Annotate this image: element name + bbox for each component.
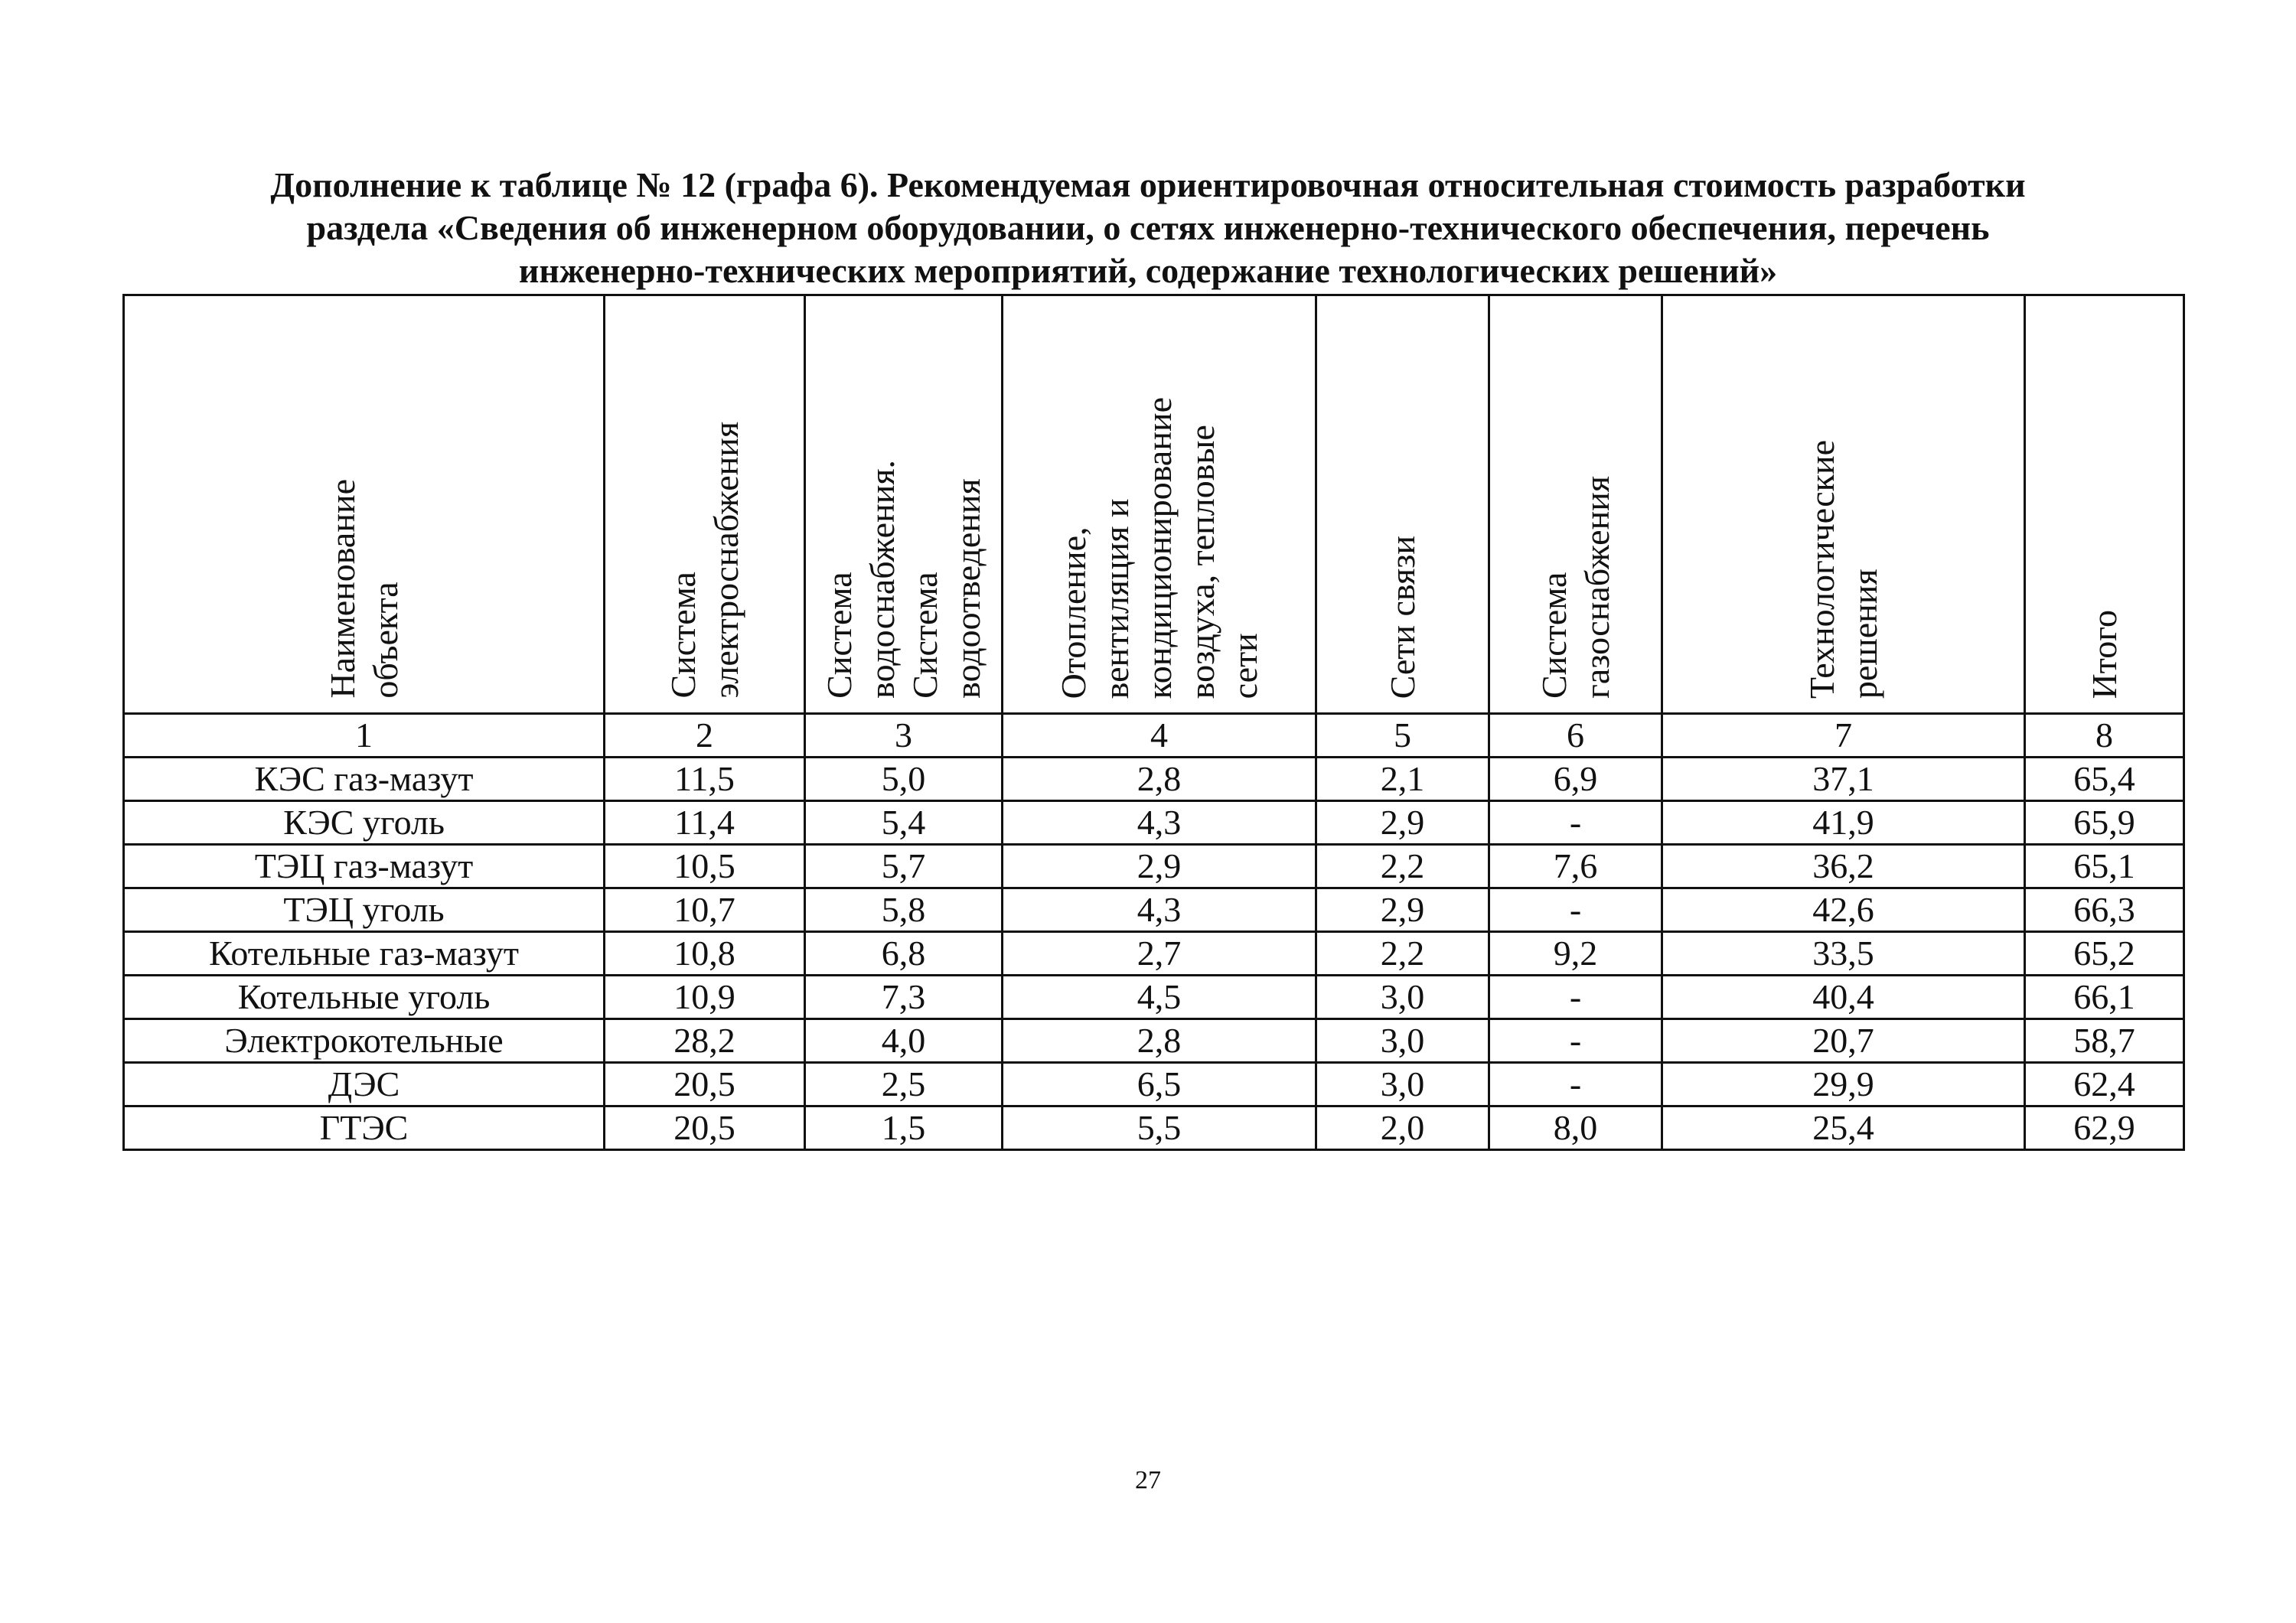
title-line-2: раздела «Сведения об инженерном оборудовании, о сетях инженерно-технического обеспечения, перечень: [306, 208, 1990, 247]
cell-value: 10,7: [605, 888, 805, 932]
cell-value: 4,5: [1003, 976, 1316, 1019]
cell-value: 25,4: [1662, 1106, 2025, 1150]
table-row: [124, 1063, 2184, 1106]
cell-value: 5,4: [805, 801, 1003, 845]
header-object-name: Наименование объекта: [124, 295, 605, 714]
cell-value: 7,6: [1489, 845, 1662, 888]
cell-value: 9,2: [1489, 932, 1662, 976]
column-number: 8: [2025, 714, 2184, 758]
column-number: 6: [1489, 714, 1662, 758]
column-number: 2: [605, 714, 805, 758]
cell-value: 40,4: [1662, 976, 2025, 1019]
table-row: [124, 1106, 2184, 1150]
cell-object-name: Котельные уголь: [124, 976, 605, 1019]
cell-value: 3,0: [1316, 976, 1489, 1019]
cell-value: 2,9: [1003, 845, 1316, 888]
cell-value: 20,7: [1662, 1019, 2025, 1063]
cell-value: 20,5: [605, 1106, 805, 1150]
cell-value: 2,2: [1316, 845, 1489, 888]
table-row: [124, 1019, 2184, 1063]
column-number: 7: [1662, 714, 2025, 758]
cell-total: 65,9: [2025, 801, 2184, 845]
cell-value: 6,8: [805, 932, 1003, 976]
table-header-row: [124, 295, 2184, 714]
cell-value: 29,9: [1662, 1063, 2025, 1106]
column-number-row: [124, 714, 2184, 758]
cell-total: 62,9: [2025, 1106, 2184, 1150]
cell-value: 1,5: [805, 1106, 1003, 1150]
cell-value: 2,8: [1003, 1019, 1316, 1063]
header-water-supply: Система водоснабжения. Система водоотведения: [805, 295, 1003, 714]
cell-value: 6,9: [1489, 758, 1662, 801]
cell-object-name: ТЭЦ уголь: [124, 888, 605, 932]
title-line-3: инженерно-технических мероприятий, содержание технологических решений»: [518, 251, 1778, 290]
column-number: 3: [805, 714, 1003, 758]
header-communication-networks: Сети связи: [1316, 295, 1489, 714]
cell-value: 28,2: [605, 1019, 805, 1063]
cell-value: 5,7: [805, 845, 1003, 888]
cell-total: 65,1: [2025, 845, 2184, 888]
page-number: 27: [1135, 1466, 1161, 1494]
cell-value: 20,5: [605, 1063, 805, 1106]
cell-value: 33,5: [1662, 932, 2025, 976]
header-heating-ventilation: Отопление, вентиляция и кондиционирование воздуха, тепловые сети: [1003, 295, 1316, 714]
cell-object-name: Электрокотельные: [124, 1019, 605, 1063]
cell-object-name: КЭС уголь: [124, 801, 605, 845]
cell-value: 10,5: [605, 845, 805, 888]
cell-value: 5,8: [805, 888, 1003, 932]
cell-total: 65,4: [2025, 758, 2184, 801]
cell-value: 2,9: [1316, 888, 1489, 932]
cell-object-name: ТЭЦ газ-мазут: [124, 845, 605, 888]
cell-object-name: Котельные газ-мазут: [124, 932, 605, 976]
table-body: [124, 758, 2184, 1150]
table-row: [124, 758, 2184, 801]
cell-value: 10,9: [605, 976, 805, 1019]
cell-value: 8,0: [1489, 1106, 1662, 1150]
cell-value: 2,7: [1003, 932, 1316, 976]
column-number: 5: [1316, 714, 1489, 758]
table-row: [124, 932, 2184, 976]
cell-value: 11,4: [605, 801, 805, 845]
column-number: 1: [124, 714, 605, 758]
cell-value: 7,3: [805, 976, 1003, 1019]
cell-value: 2,1: [1316, 758, 1489, 801]
cell-value: 42,6: [1662, 888, 2025, 932]
cell-value: 4,3: [1003, 888, 1316, 932]
header-total: Итого: [2025, 295, 2184, 714]
header-technological-solutions: Технологические решения: [1662, 295, 2025, 714]
table-row: [124, 888, 2184, 932]
header-power-supply: Система электроснабжения: [605, 295, 805, 714]
cell-value: 10,8: [605, 932, 805, 976]
cell-value: 3,0: [1316, 1019, 1489, 1063]
cell-value: 4,0: [805, 1019, 1003, 1063]
cell-value: -: [1489, 1019, 1662, 1063]
title-line-1: Дополнение к таблице № 12 (графа 6). Рекомендуемая ориентировочная относительная стоимость разработки: [270, 165, 2026, 204]
cell-object-name: ДЭС: [124, 1063, 605, 1106]
cell-value: 2,2: [1316, 932, 1489, 976]
table-row: [124, 801, 2184, 845]
cell-value: 11,5: [605, 758, 805, 801]
cell-object-name: ГТЭС: [124, 1106, 605, 1150]
cell-value: 6,5: [1003, 1063, 1316, 1106]
document-title: [115, 164, 2181, 292]
cell-value: 2,0: [1316, 1106, 1489, 1150]
header-gas-supply: Система газоснабжения: [1489, 295, 1662, 714]
cost-table-container: [122, 294, 2183, 1165]
cell-value: -: [1489, 888, 1662, 932]
cell-value: 41,9: [1662, 801, 2025, 845]
cell-value: 5,0: [805, 758, 1003, 801]
column-number: 4: [1003, 714, 1316, 758]
cell-value: -: [1489, 801, 1662, 845]
cell-value: 2,8: [1003, 758, 1316, 801]
cell-value: 2,5: [805, 1063, 1003, 1106]
cell-total: 66,1: [2025, 976, 2184, 1019]
cell-total: 58,7: [2025, 1019, 2184, 1063]
cell-value: 3,0: [1316, 1063, 1489, 1106]
cell-value: 5,5: [1003, 1106, 1316, 1150]
table-row: [124, 845, 2184, 888]
cell-value: 4,3: [1003, 801, 1316, 845]
cell-value: -: [1489, 976, 1662, 1019]
cell-value: 2,9: [1316, 801, 1489, 845]
cell-value: 37,1: [1662, 758, 2025, 801]
cell-total: 62,4: [2025, 1063, 2184, 1106]
cell-total: 66,3: [2025, 888, 2184, 932]
table-row: [124, 976, 2184, 1019]
cost-table: [122, 294, 2185, 1151]
cell-object-name: КЭС газ-мазут: [124, 758, 605, 801]
cell-total: 65,2: [2025, 932, 2184, 976]
cell-value: 36,2: [1662, 845, 2025, 888]
cell-value: -: [1489, 1063, 1662, 1106]
